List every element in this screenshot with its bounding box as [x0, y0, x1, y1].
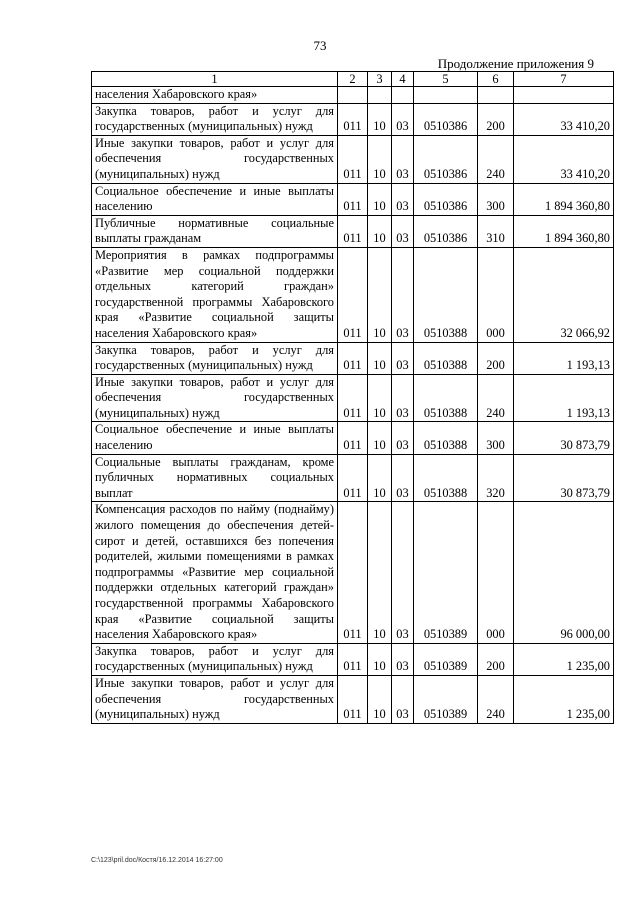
subsection-code-cell: 03	[392, 422, 414, 454]
admin-code-cell: 011	[338, 643, 368, 675]
amount-cell: 33 410,20	[514, 103, 614, 135]
section-code-cell: 10	[368, 675, 392, 723]
target-code-cell: 0510388	[414, 247, 478, 342]
subsection-code-cell: 03	[392, 643, 414, 675]
amount-cell: 96 000,00	[514, 502, 614, 643]
section-code-cell: 10	[368, 422, 392, 454]
target-code-cell: 0510386	[414, 183, 478, 215]
item-name-cell: Социальное обеспечение и иные выплаты населению	[92, 183, 338, 215]
table-row	[92, 183, 614, 215]
column-header: 6	[478, 72, 514, 87]
admin-code-cell: 011	[338, 454, 368, 502]
table-row	[92, 675, 614, 723]
admin-code-cell: 011	[338, 183, 368, 215]
section-code-cell: 10	[368, 247, 392, 342]
table-row	[92, 374, 614, 422]
subsection-code-cell: 03	[392, 215, 414, 247]
amount-cell: 1 235,00	[514, 675, 614, 723]
column-header: 3	[368, 72, 392, 87]
amount-cell: 30 873,79	[514, 454, 614, 502]
subsection-code-cell: 03	[392, 103, 414, 135]
target-code-cell: 0510388	[414, 342, 478, 374]
expense-type-cell: 200	[478, 342, 514, 374]
subsection-code-cell: 03	[392, 342, 414, 374]
table-row	[92, 342, 614, 374]
column-header: 7	[514, 72, 614, 87]
target-code-cell: 0510389	[414, 502, 478, 643]
table-row	[92, 135, 614, 183]
subsection-code-cell: 03	[392, 374, 414, 422]
budget-table	[91, 71, 614, 724]
target-code-cell: 0510388	[414, 374, 478, 422]
section-code-cell: 10	[368, 183, 392, 215]
subsection-code-cell: 03	[392, 454, 414, 502]
amount-cell: 33 410,20	[514, 135, 614, 183]
table-row	[92, 215, 614, 247]
expense-type-cell: 200	[478, 103, 514, 135]
amount-cell: 30 873,79	[514, 422, 614, 454]
subsection-code-cell: 03	[392, 135, 414, 183]
continuation-caption: Продолжение приложения 9	[437, 56, 594, 71]
subsection-code-cell	[392, 87, 414, 104]
target-code-cell	[414, 87, 478, 104]
section-code-cell: 10	[368, 374, 392, 422]
amount-cell: 1 193,13	[514, 342, 614, 374]
table-row	[92, 87, 614, 104]
item-name-cell: Компенсация расходов по найму (поднайму) жилого помещения до обеспечения детей-сирот и детей, оставшихся без попечения родителей, жилыми помещениями в рамках подпрограммы «Развитие мер социальной поддержки отдельных категорий граждан» государственной программы Хабаровского края «Развитие социальной защиты населения Хабаровского края»	[92, 502, 338, 643]
table-row	[92, 247, 614, 342]
item-name-cell: Социальное обеспечение и иные выплаты населению	[92, 422, 338, 454]
file-path-footer: C:\123\pril.doc/Костя/16.12.2014 16:27:00	[91, 857, 223, 864]
section-code-cell: 10	[368, 135, 392, 183]
column-header: 2	[338, 72, 368, 87]
item-name-cell: Мероприятия в рамках подпрограммы «Развитие мер социальной поддержки отдельных категорий граждан» государственной программы Хабаровского края «Развитие социальной защиты населения Хабаровского края»	[92, 247, 338, 342]
target-code-cell: 0510386	[414, 135, 478, 183]
item-name-cell: Публичные нормативные социальные выплаты гражданам	[92, 215, 338, 247]
expense-type-cell: 300	[478, 422, 514, 454]
table-row	[92, 422, 614, 454]
amount-cell: 1 235,00	[514, 643, 614, 675]
section-code-cell	[368, 87, 392, 104]
section-code-cell: 10	[368, 643, 392, 675]
target-code-cell: 0510389	[414, 643, 478, 675]
expense-type-cell: 000	[478, 502, 514, 643]
target-code-cell: 0510388	[414, 454, 478, 502]
admin-code-cell: 011	[338, 502, 368, 643]
expense-type-cell: 300	[478, 183, 514, 215]
item-name-cell: Закупка товаров, работ и услуг для государственных (муниципальных) нужд	[92, 103, 338, 135]
amount-cell: 1 894 360,80	[514, 215, 614, 247]
expense-type-cell	[478, 87, 514, 104]
admin-code-cell: 011	[338, 342, 368, 374]
subsection-code-cell: 03	[392, 502, 414, 643]
item-name-cell: Иные закупки товаров, работ и услуг для обеспечения государственных (муниципальных) нужд	[92, 374, 338, 422]
column-header: 5	[414, 72, 478, 87]
column-header: 4	[392, 72, 414, 87]
expense-type-cell: 000	[478, 247, 514, 342]
admin-code-cell	[338, 87, 368, 104]
table-row	[92, 502, 614, 643]
subsection-code-cell: 03	[392, 183, 414, 215]
target-code-cell: 0510386	[414, 103, 478, 135]
admin-code-cell: 011	[338, 215, 368, 247]
section-code-cell: 10	[368, 454, 392, 502]
amount-cell: 1 193,13	[514, 374, 614, 422]
table-row	[92, 454, 614, 502]
expense-type-cell: 310	[478, 215, 514, 247]
expense-type-cell: 320	[478, 454, 514, 502]
target-code-cell: 0510386	[414, 215, 478, 247]
column-header: 1	[92, 72, 338, 87]
amount-cell: 1 894 360,80	[514, 183, 614, 215]
amount-cell	[514, 87, 614, 104]
item-name-cell: населения Хабаровского края»	[92, 87, 338, 104]
target-code-cell: 0510388	[414, 422, 478, 454]
page-number: 73	[313, 38, 327, 53]
item-name-cell: Иные закупки товаров, работ и услуг для обеспечения государственных (муниципальных) нужд	[92, 675, 338, 723]
expense-type-cell: 240	[478, 135, 514, 183]
section-code-cell: 10	[368, 342, 392, 374]
admin-code-cell: 011	[338, 374, 368, 422]
item-name-cell: Социальные выплаты гражданам, кроме публичных нормативных социальных выплат	[92, 454, 338, 502]
admin-code-cell: 011	[338, 103, 368, 135]
amount-cell: 32 066,92	[514, 247, 614, 342]
section-code-cell: 10	[368, 215, 392, 247]
section-code-cell: 10	[368, 103, 392, 135]
item-name-cell: Иные закупки товаров, работ и услуг для обеспечения государственных (муниципальных) нужд	[92, 135, 338, 183]
expense-type-cell: 240	[478, 675, 514, 723]
header-row	[92, 72, 614, 87]
subsection-code-cell: 03	[392, 675, 414, 723]
subsection-code-cell: 03	[392, 247, 414, 342]
table-row	[92, 103, 614, 135]
admin-code-cell: 011	[338, 675, 368, 723]
admin-code-cell: 011	[338, 135, 368, 183]
admin-code-cell: 011	[338, 422, 368, 454]
expense-type-cell: 240	[478, 374, 514, 422]
section-code-cell: 10	[368, 502, 392, 643]
target-code-cell: 0510389	[414, 675, 478, 723]
admin-code-cell: 011	[338, 247, 368, 342]
item-name-cell: Закупка товаров, работ и услуг для государственных (муниципальных) нужд	[92, 643, 338, 675]
expense-type-cell: 200	[478, 643, 514, 675]
table-row	[92, 643, 614, 675]
item-name-cell: Закупка товаров, работ и услуг для государственных (муниципальных) нужд	[92, 342, 338, 374]
